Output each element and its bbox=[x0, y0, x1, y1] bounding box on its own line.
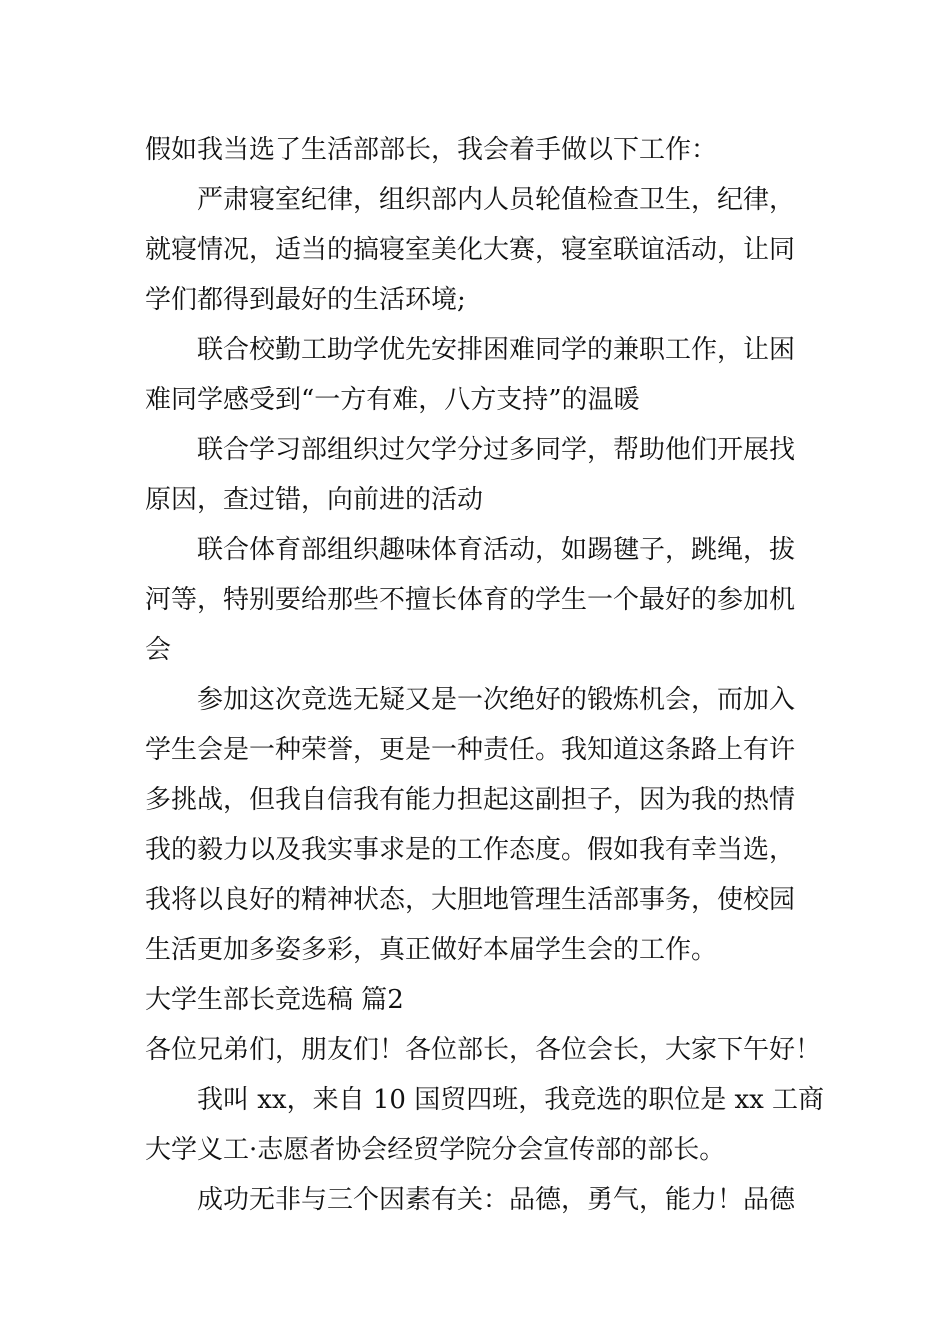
paragraph-start: 我叫 xx，来自 10 国贸四班，我竞选的职位是 xx 工商 bbox=[197, 1085, 825, 1115]
text-line: 我的毅力以及我实事求是的工作态度。假如我有幸当选， bbox=[145, 835, 796, 865]
text-line: 我将以良好的精神状态，大胆地管理生活部事务，使校园 bbox=[145, 885, 796, 915]
paragraph-start: 成功无非与三个因素有关：品德，勇气，能力！品德 bbox=[197, 1185, 796, 1215]
text-line: 原因，查过错，向前进的活动 bbox=[145, 485, 484, 515]
text-line: 多挑战，但我自信我有能力担起这副担子，因为我的热情 bbox=[145, 785, 796, 815]
text-line: 学们都得到最好的生活环境; bbox=[145, 285, 466, 315]
paragraph-start: 严肃寝室纪律，组织部内人员轮值检查卫生，纪律， bbox=[197, 185, 796, 215]
paragraph-start: 联合学习部组织过欠学分过多同学，帮助他们开展找 bbox=[197, 435, 796, 465]
paragraph-start: 联合校勤工助学优先安排困难同学的兼职工作，让困 bbox=[197, 335, 796, 365]
paragraph-start: 联合体育部组织趣味体育活动，如踢毽子，跳绳，拔 bbox=[197, 535, 796, 565]
text-line: 就寝情况，适当的搞寝室美化大赛，寝室联谊活动，让同 bbox=[145, 235, 796, 265]
text-line: 各位兄弟们，朋友们！各位部长，各位会长，大家下午好！ bbox=[145, 1035, 822, 1065]
text-line: 会 bbox=[145, 635, 172, 665]
text-line: 难同学感受到“一方有难，八方支持”的温暖 bbox=[145, 385, 640, 415]
section-heading: 大学生部长竞选稿 篇2 bbox=[145, 985, 404, 1015]
text-line: 大学义工·志愿者协会经贸学院分会宣传部的部长。 bbox=[145, 1135, 726, 1165]
text-line: 假如我当选了生活部部长，我会着手做以下工作： bbox=[145, 135, 718, 165]
text-line: 河等，特别要给那些不擅长体育的学生一个最好的参加机 bbox=[145, 585, 796, 615]
paragraph-start: 参加这次竞选无疑又是一次绝好的锻炼机会，而加入 bbox=[197, 685, 796, 715]
text-line: 生活更加多姿多彩，真正做好本届学生会的工作。 bbox=[145, 935, 718, 965]
text-line: 学生会是一种荣誉，更是一种责任。我知道这条路上有许 bbox=[145, 735, 796, 765]
